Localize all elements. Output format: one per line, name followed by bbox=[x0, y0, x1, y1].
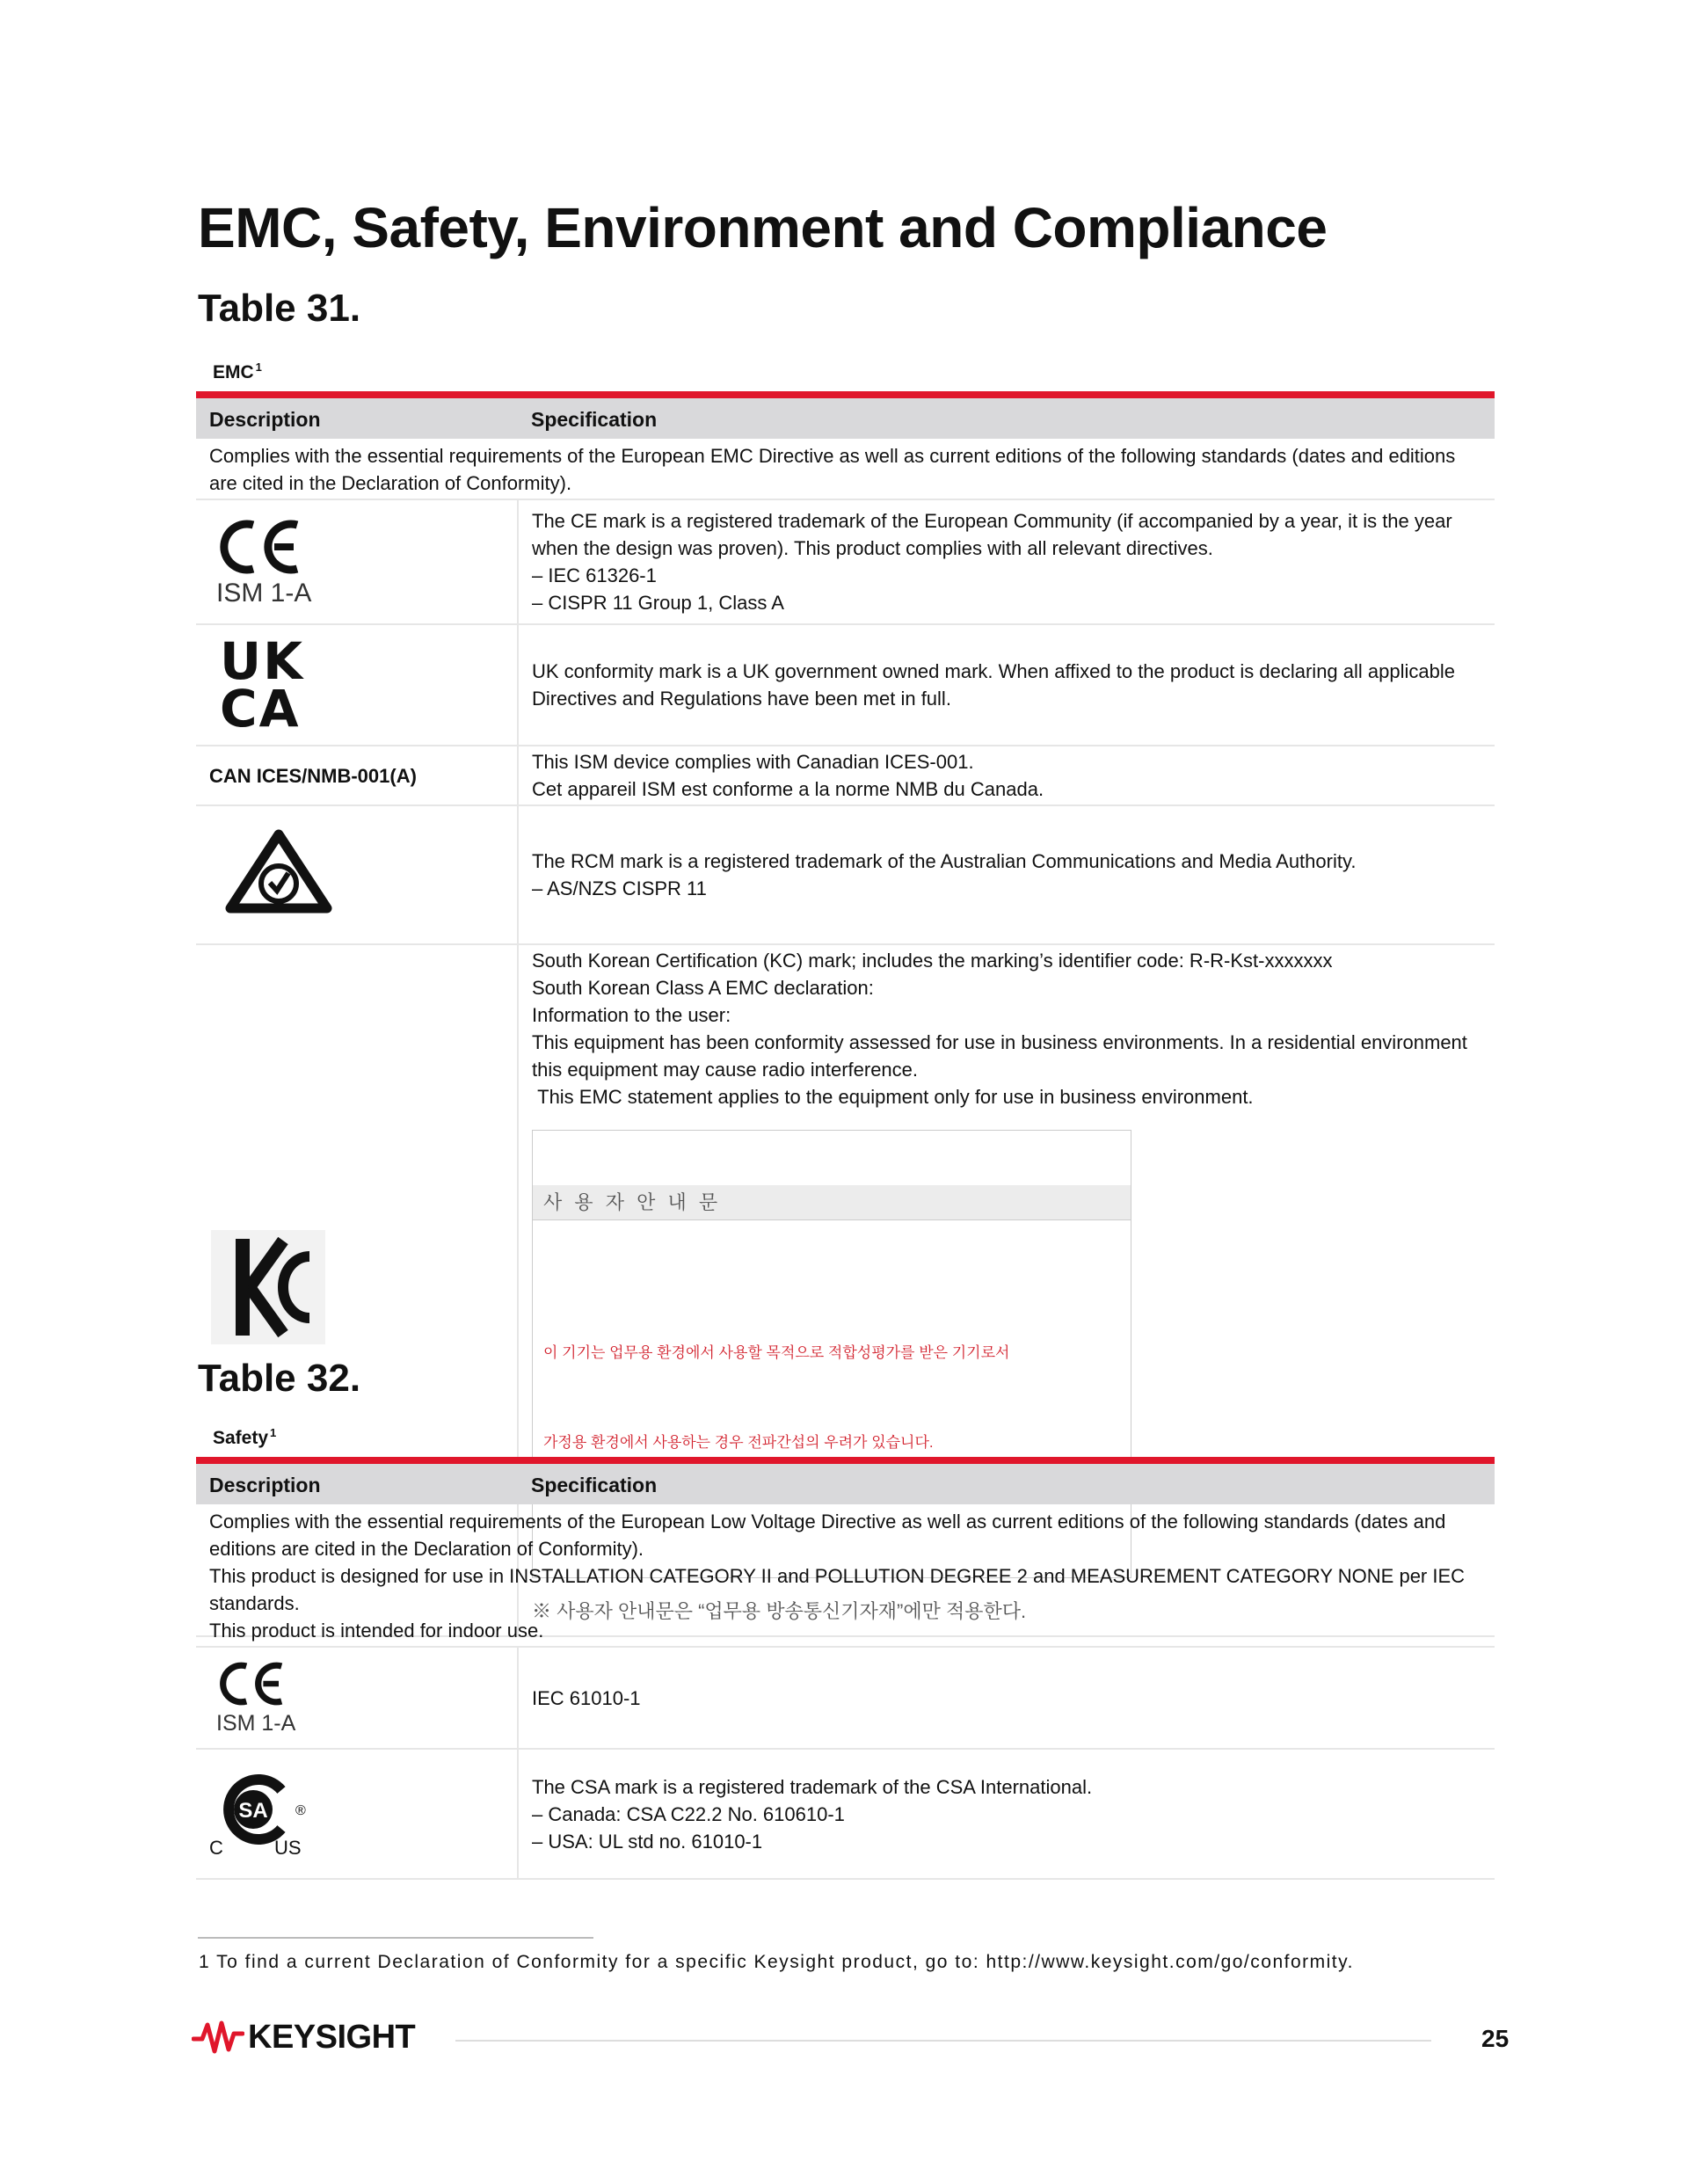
table-31-caption-text: EMC bbox=[213, 362, 254, 382]
column-header-specification: Specification bbox=[518, 398, 1495, 439]
spec-line: UK conformity mark is a UK government owned mark. When affixed to the product is declaring all applicable Directives and Regulations have been met in full. bbox=[532, 660, 1461, 710]
ukca-spec bbox=[518, 624, 1495, 746]
ce-logo-cell bbox=[196, 1647, 518, 1749]
column-header-description: Description bbox=[196, 1464, 518, 1504]
footnote-ref[interactable]: 1 bbox=[255, 360, 262, 374]
table-31-heading: Table 31. bbox=[198, 287, 361, 330]
table-row bbox=[196, 1504, 1495, 1647]
csa-spec bbox=[518, 1749, 1495, 1879]
ices-spec bbox=[518, 746, 1495, 805]
table-31-top-rule bbox=[196, 391, 1495, 398]
column-header-description: Description bbox=[196, 398, 518, 439]
korean-notice-line: 가정용 환경에서 사용하는 경우 전파간섭의 우려가 있습니다. bbox=[543, 1434, 934, 1451]
table-header-row bbox=[196, 398, 1495, 439]
spec-line: – Canada: CSA C22.2 No. 610610-1 bbox=[532, 1802, 845, 1825]
table-row-ce bbox=[196, 1647, 1495, 1749]
table-row-rcm bbox=[196, 805, 1495, 944]
emc-table bbox=[196, 398, 1495, 1637]
ce-logo-label: ISM 1-A bbox=[216, 1710, 296, 1736]
table-32-top-rule bbox=[196, 1457, 1495, 1464]
intro-line: This product is designed for use in INSTALLATION CATEGORY II and POLLUTION DEGREE 2 and MEASUREMENT CATEGORY NONE per IEC standards. bbox=[209, 1565, 1471, 1614]
spec-line: This equipment has been conformity assessed for use in business environments. In a residential environment this equipment may cause radio interference. bbox=[532, 1031, 1473, 1081]
kc-mark-icon bbox=[211, 1230, 325, 1344]
table-32-heading: Table 32. bbox=[198, 1357, 361, 1400]
spec-line: The RCM mark is a registered trademark of the Australian Communications and Media Authority. bbox=[532, 850, 1357, 872]
spec-line: – USA: UL std no. 61010-1 bbox=[532, 1830, 763, 1853]
safety-intro bbox=[196, 1504, 1495, 1647]
spec-line: Information to the user: bbox=[532, 1004, 731, 1026]
ices-description: CAN ICES/NMB-001(A) bbox=[196, 746, 518, 805]
table-row-ices bbox=[196, 746, 1495, 805]
ce-spec bbox=[518, 1647, 1495, 1749]
table-header-row bbox=[196, 1464, 1495, 1504]
table-row bbox=[196, 439, 1495, 499]
footnote: 1 To find a current Declaration of Conformity for a specific Keysight product, go to: http://www.keysight.com/go/conformity. bbox=[199, 1952, 1354, 1972]
spec-line: The CE mark is a registered trademark of the European Community (if accompanied by a year, it is the year when the design was proven). This product complies with all relevant directives. bbox=[532, 510, 1458, 559]
spec-line: – AS/NZS CISPR 11 bbox=[532, 877, 707, 899]
csa-mark-logo bbox=[209, 1774, 332, 1859]
table-32-caption bbox=[213, 1426, 276, 1449]
spec-line: South Korean Certification (KC) mark; includes the marking’s identifier code: R-R-Kst-xxxxxxx bbox=[532, 950, 1333, 972]
spec-line: This EMC statement applies to the equipment only for use in business environment. bbox=[532, 1086, 1254, 1108]
footnote-ref[interactable]: 1 bbox=[270, 1426, 277, 1439]
column-header-specification: Specification bbox=[518, 1464, 1495, 1504]
brand-name: KEYSIGHT bbox=[248, 2018, 416, 2056]
spec-line: The CSA mark is a registered trademark of the CSA International. bbox=[532, 1775, 1093, 1798]
spec-line: South Korean Class A EMC declaration: bbox=[532, 977, 874, 999]
spec-line: This ISM device complies with Canadian ICES-001. bbox=[532, 751, 974, 773]
ce-mark-logo bbox=[216, 1659, 295, 1737]
rcm-logo-cell bbox=[196, 805, 518, 944]
keysight-wave-icon bbox=[192, 2018, 244, 2057]
korean-notice-line: 이 기기는 업무용 환경에서 사용할 목적으로 적합성평가를 받은 기기로서 bbox=[543, 1344, 1010, 1361]
ce-mark-icon bbox=[216, 516, 301, 578]
table-32-caption-text: Safety bbox=[213, 1428, 269, 1448]
spec-line: Cet appareil ISM est conforme a la norme NMB du Canada. bbox=[532, 778, 1044, 800]
ce-logo-cell bbox=[196, 499, 518, 624]
spec-line: – IEC 61326-1 bbox=[532, 564, 657, 586]
spec-line: – CISPR 11 Group 1, Class A bbox=[532, 592, 784, 614]
korean-note: ※ 사용자 안내문은 “업무용 방송통신기자재”에만 적용한다. bbox=[532, 1600, 1027, 1622]
page-number: 25 bbox=[1481, 2025, 1510, 2052]
ce-spec bbox=[518, 499, 1495, 624]
ukca-line-2: CA bbox=[220, 679, 301, 739]
intro-line: Complies with the essential requirements of the European Low Voltage Directive as well as current editions of the following standards (dates and editions are cited in the Declaration of Conformity). bbox=[209, 1511, 1452, 1560]
ukca-line-1: UK bbox=[220, 631, 305, 691]
intro-line: This product is intended for indoor use. bbox=[209, 1620, 544, 1642]
ce-logo-label: ISM 1-A bbox=[216, 578, 312, 608]
page-title: EMC, Safety, Environment and Compliance bbox=[198, 196, 1328, 259]
csa-c-label: C bbox=[209, 1837, 223, 1859]
emc-intro: Complies with the essential requirements of the European EMC Directive as well as current editions of the following standards (dates and editions are cited in the Declaration of Conformity). bbox=[196, 439, 1495, 499]
table-row-csa bbox=[196, 1749, 1495, 1879]
safety-table bbox=[196, 1464, 1495, 1880]
ukca-mark-logo bbox=[220, 631, 504, 739]
footnote-divider bbox=[198, 1937, 593, 1939]
spec-line: IEC 61010-1 bbox=[532, 1686, 641, 1709]
svg-text:SA: SA bbox=[238, 1799, 268, 1823]
ce-mark-icon bbox=[216, 1659, 285, 1708]
ukca-logo-cell bbox=[196, 624, 518, 746]
csa-logo-cell bbox=[196, 1749, 518, 1879]
korean-notice-title: 사 용 자 안 내 문 bbox=[533, 1185, 1131, 1220]
keysight-logo bbox=[192, 2018, 415, 2057]
rcm-mark-icon bbox=[222, 827, 336, 915]
csa-us-label: US bbox=[274, 1837, 302, 1859]
footer-divider bbox=[455, 2040, 1431, 2042]
table-31-caption bbox=[213, 360, 262, 383]
table-row-ukca bbox=[196, 624, 1495, 746]
rcm-spec bbox=[518, 805, 1495, 944]
table-row-ce bbox=[196, 499, 1495, 624]
ce-mark-logo bbox=[216, 516, 311, 607]
csa-reg-mark: ® bbox=[295, 1803, 306, 1818]
